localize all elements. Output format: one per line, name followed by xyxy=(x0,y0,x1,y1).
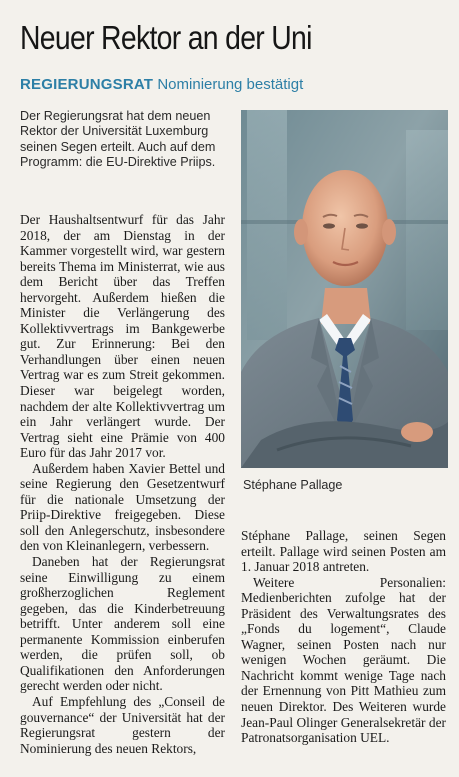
kicker-line xyxy=(20,75,450,95)
portrait-photo xyxy=(241,110,448,468)
body-paragraph: Außerdem haben Xavier Bettel und seine Regierung den Gesetzentwurf für die nationale Umsetzung der Priip-Direktive freigegeben. Diese soll den Anlegerschutz, insbesondere den von Kleinanlegern, verbessern. xyxy=(20,460,225,554)
body-paragraph: Daneben hat der Regierungsrat seine Einwilligung zu einem großherzoglichen Reglement gegeben, das die Kinderbetreuung betrifft. Unter anderem soll eine permanente Kommission einberufen werden, die prüfen soll, ob Qualifikationen den Anforderungen gerecht werden oder nicht. xyxy=(20,554,225,694)
body-paragraph: Stéphane Pallage, seinen Segen erteilt. Pallage wird seinen Posten am 1. Januar 2018 antreten. xyxy=(241,528,446,575)
body-paragraph: Weitere Personalien: Medienberichten zufolge hat der Präsident des Verwaltungsrates des „Fonds du logement“, Claude Wagner, seinen Posten nach nur wenigen Wochen geräumt. Die Nachricht kommt wenige Tage nach der Ernennung von Pitt Mathieu zum neuen Direktor. Des Weiteren wurde Jean-Paul Olinger Generalsekretär der Patronatsorganisation UEL. xyxy=(241,574,446,746)
subheadline: Nominierung bestätigt xyxy=(157,76,304,93)
body-paragraph: Der Haushaltsentwurf für das Jahr 2018, der am Dienstag in der Kammer vorgestellt wird, war gestern bereits Thema im Ministerrat, wie aus dem Bericht über das Treffen hervorgeht. Außerdem hießen die Minister die Verlängerung des Kollektivvertrags im Bankgewerbe gut. Zur Erinnerung: Bei den Verhandlungen über einen neuen Vertrag war es zum Streit gekommen. Dieser war beigelegt worden, nachdem der alte Kollektivvertrag um ein Jahr verlängert wurde. Der Vertrag sieht eine Prämie von 400 Euro für das Jahr 2017 vor. xyxy=(20,212,225,461)
body-column-1 xyxy=(20,212,225,756)
rubric-label: REGIERUNGSRAT xyxy=(20,76,154,93)
lead-paragraph: Der Regierungsrat hat dem neuen Rektor der Universität Luxemburg seinen Segen erteilt. Auch auf dem Programm: die EU-Direktive Priips. xyxy=(20,109,216,170)
body-column-2 xyxy=(241,528,446,746)
headline: Neuer Rektor an der Uni xyxy=(20,19,312,56)
photo-caption: Stéphane Pallage xyxy=(243,478,343,492)
body-paragraph: Auf Empfehlung des „Conseil de gouvernance“ der Universität hat der Regierungsrat gestern der Nominierung des neuen Rektors, xyxy=(20,693,225,756)
